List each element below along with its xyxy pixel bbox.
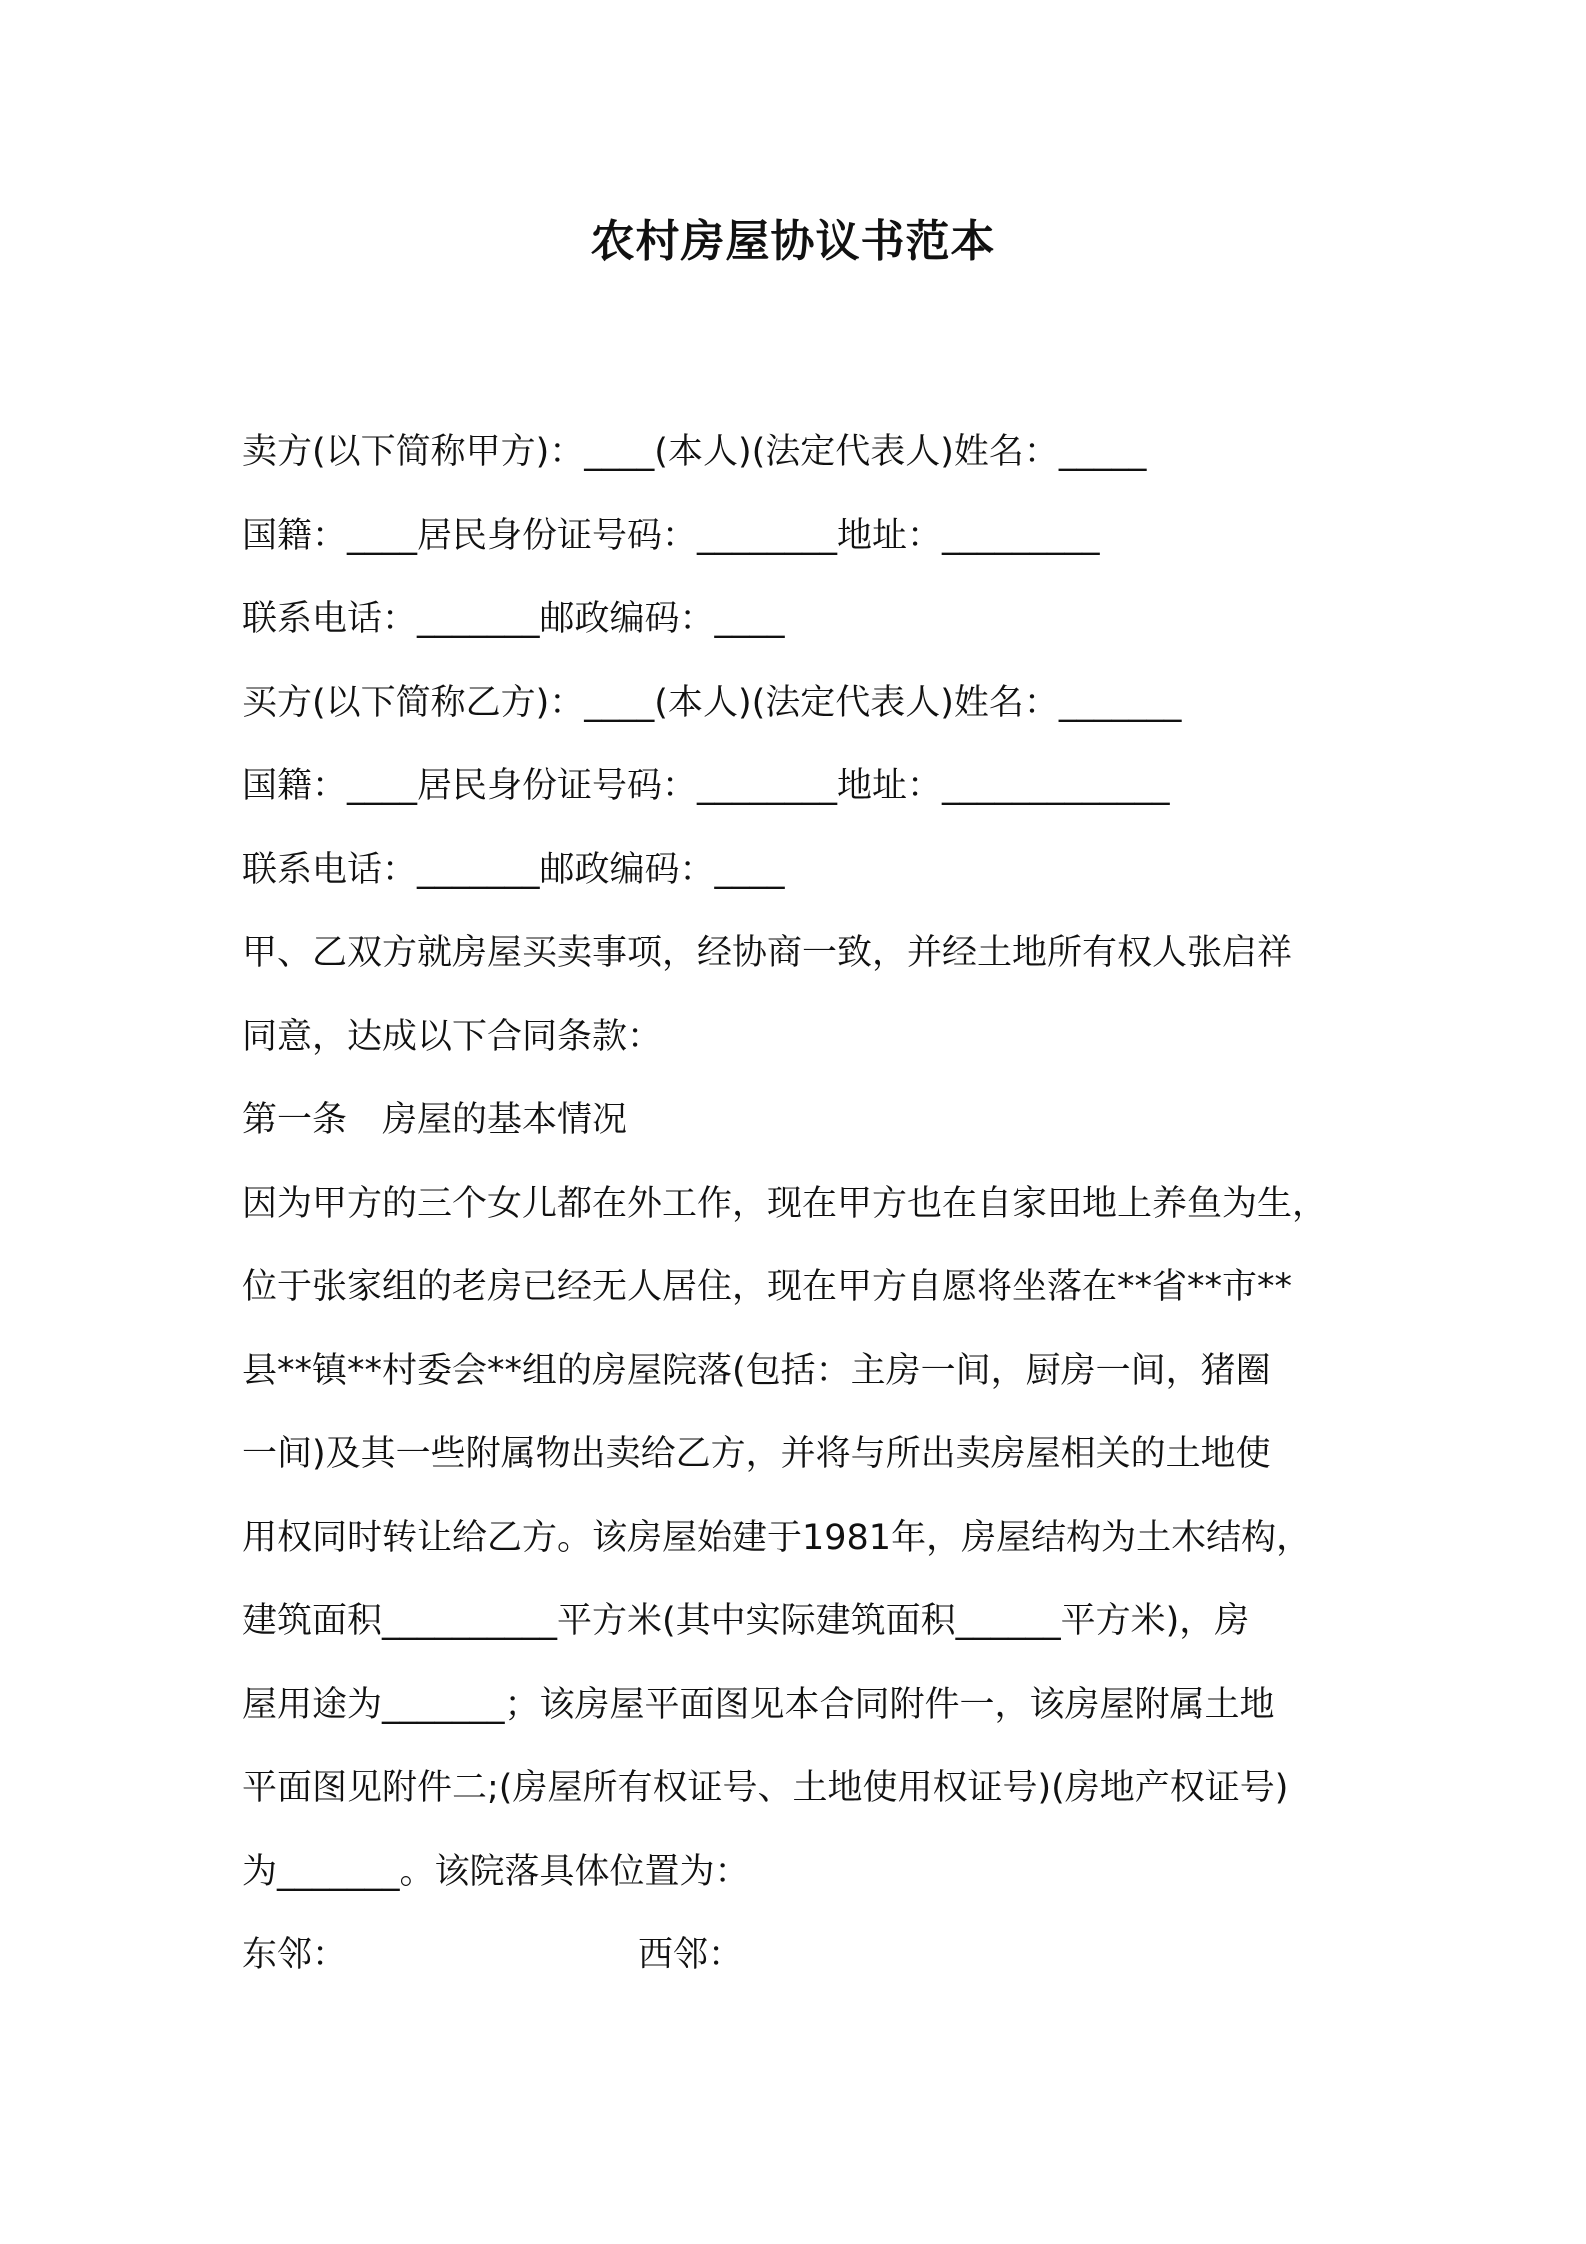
article-one-text-line: 因为甲方的三个女儿都在外工作，现在甲方也在自家田地上养鱼为生， (242, 1183, 1328, 1224)
neighbors-line (242, 1914, 1392, 1998)
buyer-name-line: 买方(以下简称乙方)：____(本人)(法定代表人)姓名：_______ (242, 682, 1182, 723)
article-one-text-line: 屋用途为_______；该房屋平面图见本合同附件一，该房屋附属土地 (242, 1684, 1275, 1725)
article-one-text-line: 一间)及其一些附属物出卖给乙方，并将与所出卖房屋相关的土地使 (242, 1434, 1271, 1474)
agreement-intro-line: 同意，达成以下合同条款： (242, 1016, 663, 1057)
article-one-heading: 第一条 房屋的基本情况 (242, 1100, 628, 1140)
east-neighbor-label: 东邻： (242, 1935, 348, 1975)
article-one-text-line: 位于张家组的老房已经无人居住，现在甲方自愿将坐落在**省**市** (242, 1267, 1293, 1307)
article-one-text-line: 用权同时转让给乙方。该房屋始建于1981年，房屋结构为土木结构， (242, 1517, 1312, 1558)
article-one-text-line: 为_______。该院落具体位置为： (242, 1851, 750, 1892)
document-title: 农村房屋协议书范本 (590, 216, 996, 267)
buyer-id-line: 国籍：____居民身份证号码：________地址：_____________ (242, 766, 1170, 806)
article-one-text-line: 平面图见附件二;(房屋所有权证号、土地使用权证号)(房地产权证号) (242, 1768, 1289, 1808)
article-one-text-line: 建筑面积__________平方米(其中实际建筑面积______平方米)，房 (242, 1601, 1250, 1641)
seller-contact-line: 联系电话：_______邮政编码：____ (242, 599, 785, 639)
seller-id-line: 国籍：____居民身份证号码：________地址：_________ (242, 515, 1100, 556)
west-neighbor-label: 西邻： (638, 1935, 744, 1975)
agreement-intro-line: 甲、乙双方就房屋买卖事项，经协商一致，并经土地所有权人张启祥 (242, 933, 1293, 973)
seller-name-line: 卖方(以下简称甲方)：____(本人)(法定代表人)姓名：_____ (242, 432, 1147, 472)
article-one-text-line: 县**镇**村委会**组的房屋院落(包括：主房一间，厨房一间，猪圈 (242, 1350, 1271, 1391)
document-body (242, 411, 1392, 1998)
buyer-contact-line: 联系电话：_______邮政编码：____ (242, 849, 785, 890)
